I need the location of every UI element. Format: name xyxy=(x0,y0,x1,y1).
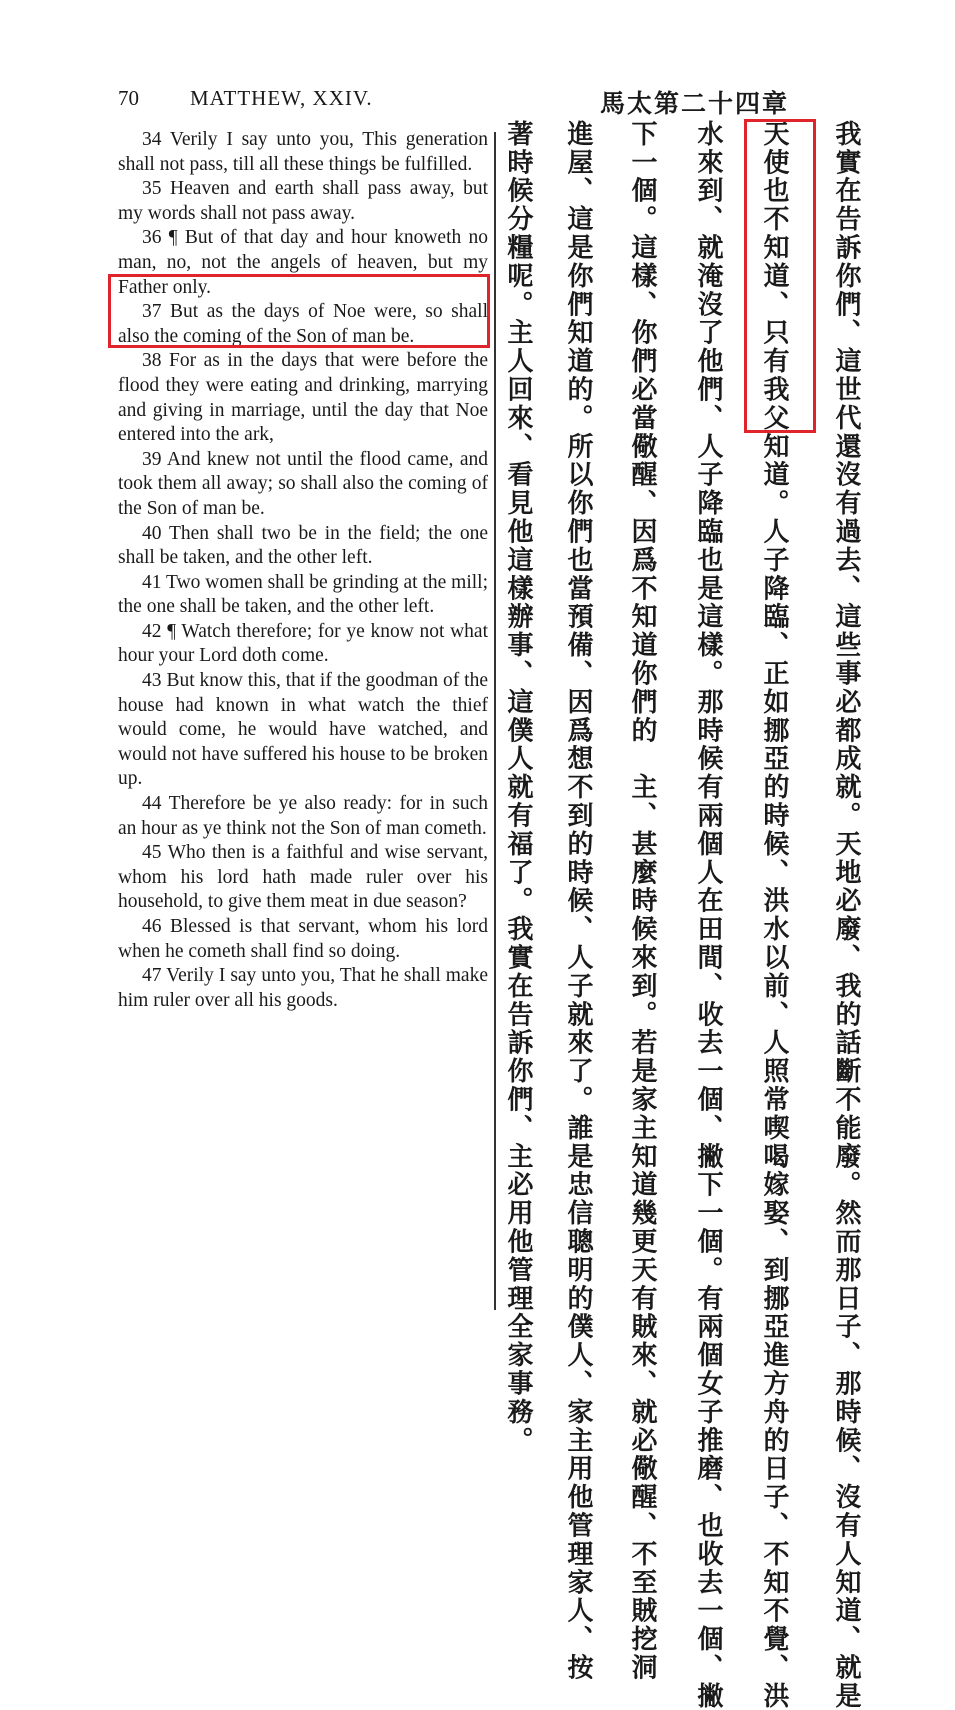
chinese-column-1: 我實在告訴你們、這世代還沒有過去、這些事必都成就。天地必廢、我的話斷不能廢。然而那日子、那時候、沒有人知道、就是 xyxy=(831,120,861,1710)
verse-number: 47 xyxy=(142,965,162,987)
verse-40 xyxy=(118,522,488,571)
verse-45 xyxy=(118,841,488,915)
verse-text: For as in the days that were before the flood they were eating and drinking, marrying and giving in marriage, until the day that Noe entered into the ark, xyxy=(118,350,488,446)
verse-34 xyxy=(118,128,488,177)
english-column xyxy=(118,128,488,1013)
column-rule xyxy=(494,132,496,1310)
verse-number: 41 xyxy=(142,571,162,593)
chinese-column-6: 著時候分糧呢。主人回來、看見他這樣辦事、這僕人就有福了。我實在告訴你們、主必用他管理全家事務。 xyxy=(503,120,533,1455)
verse-text: ¶ But of that day and hour knoweth no man, no, not the angels of heaven, but my Father only. xyxy=(118,227,489,298)
verse-text: Verily I say unto you, That he shall make him ruler over all his goods. xyxy=(118,965,488,1011)
verse-number: 39 xyxy=(142,448,162,470)
verse-46 xyxy=(118,915,488,964)
verse-number: 45 xyxy=(142,842,162,864)
verse-35 xyxy=(118,177,488,226)
verse-43 xyxy=(118,669,488,792)
chinese-title: 馬太第二十四章 xyxy=(600,89,790,118)
verse-number: 35 xyxy=(142,178,162,200)
verse-text: Verily I say unto you, This generation shall not pass, till all these things be fulfilled. xyxy=(118,129,488,175)
verse-text: Two women shall be grinding at the mill; the one shall be taken, and the other left. xyxy=(118,571,488,618)
running-title: MATTHEW, XXIV. xyxy=(190,86,373,110)
verse-text: Blessed is that servant, whom his lord when he cometh shall find so doing. xyxy=(118,916,488,962)
verse-text: ¶ Watch therefore; for ye know not what hour your Lord doth come. xyxy=(118,620,488,667)
verse-text: And knew not until the flood came, and took them all away; so shall also the coming of the Son of man be. xyxy=(118,448,488,519)
chinese-column-4: 下一個。這樣、你們必當儆醒、因爲不知道你們的 主、甚麼時候來到。若是家主知道幾更天有賊來、就必儆醒、不至賊挖洞 xyxy=(627,120,657,1682)
verse-number: 34 xyxy=(142,129,162,150)
verse-text: Therefore be ye also ready: for in such an hour as ye think not the Son of man cometh. xyxy=(118,793,488,839)
verse-number: 36 xyxy=(142,227,162,249)
verse-text: Heaven and earth shall pass away, but my words shall not pass away. xyxy=(118,178,489,224)
verse-text: Who then is a faithful and wise servant, whom his lord hath made ruler over his household, to give them meat in due season? xyxy=(118,842,488,913)
verse-number: 42 xyxy=(142,620,162,642)
verse-38 xyxy=(118,349,488,447)
verse-text: But as the days of Noe were, so shall also the coming of the Son of man be. xyxy=(118,301,488,347)
verse-44 xyxy=(118,792,488,841)
verse-number: 43 xyxy=(142,670,162,692)
verse-text: Then shall two be in the field; the one shall be taken, and the other left. xyxy=(118,522,488,569)
chinese-column-2: 天使也不知道、只有我父知道。人子降臨、正如挪亞的時候、洪水以前、人照常喫喝嫁娶、到挪亞進方舟的日子、不知不覺、洪 xyxy=(759,120,789,1710)
verse-number: 46 xyxy=(142,916,162,937)
verse-number: 37 xyxy=(142,301,162,323)
chinese-column-5: 進屋、這是你們知道的。所以你們也當預備、因爲想不到的時候、人子就來了。誰是忠信聰明的僕人、家主用他管理家人、按 xyxy=(563,120,593,1682)
chinese-column-3: 水來到、就淹沒了他們、人子降臨也是這樣。那時候有兩個人在田間、收去一個、撇下一個。有兩個女子推磨、也收去一個、撇 xyxy=(693,120,723,1710)
verse-number: 38 xyxy=(142,350,162,372)
verse-number: 40 xyxy=(142,522,162,544)
highlight-box-chinese-verse-36 xyxy=(744,119,816,433)
verse-text: But know this, that if the goodman of the house had known in what watch the thief would come, he would have watched, and would not have suffered his house to be broken up. xyxy=(118,670,489,790)
verse-39 xyxy=(118,448,488,522)
verse-42 xyxy=(118,620,488,669)
highlight-box-english-verse-36 xyxy=(108,274,490,348)
verse-41 xyxy=(118,571,488,620)
verse-number: 44 xyxy=(142,793,162,815)
chinese-text-area xyxy=(503,120,886,1710)
verse-47 xyxy=(118,964,488,1013)
page-number: 70 xyxy=(118,86,139,110)
